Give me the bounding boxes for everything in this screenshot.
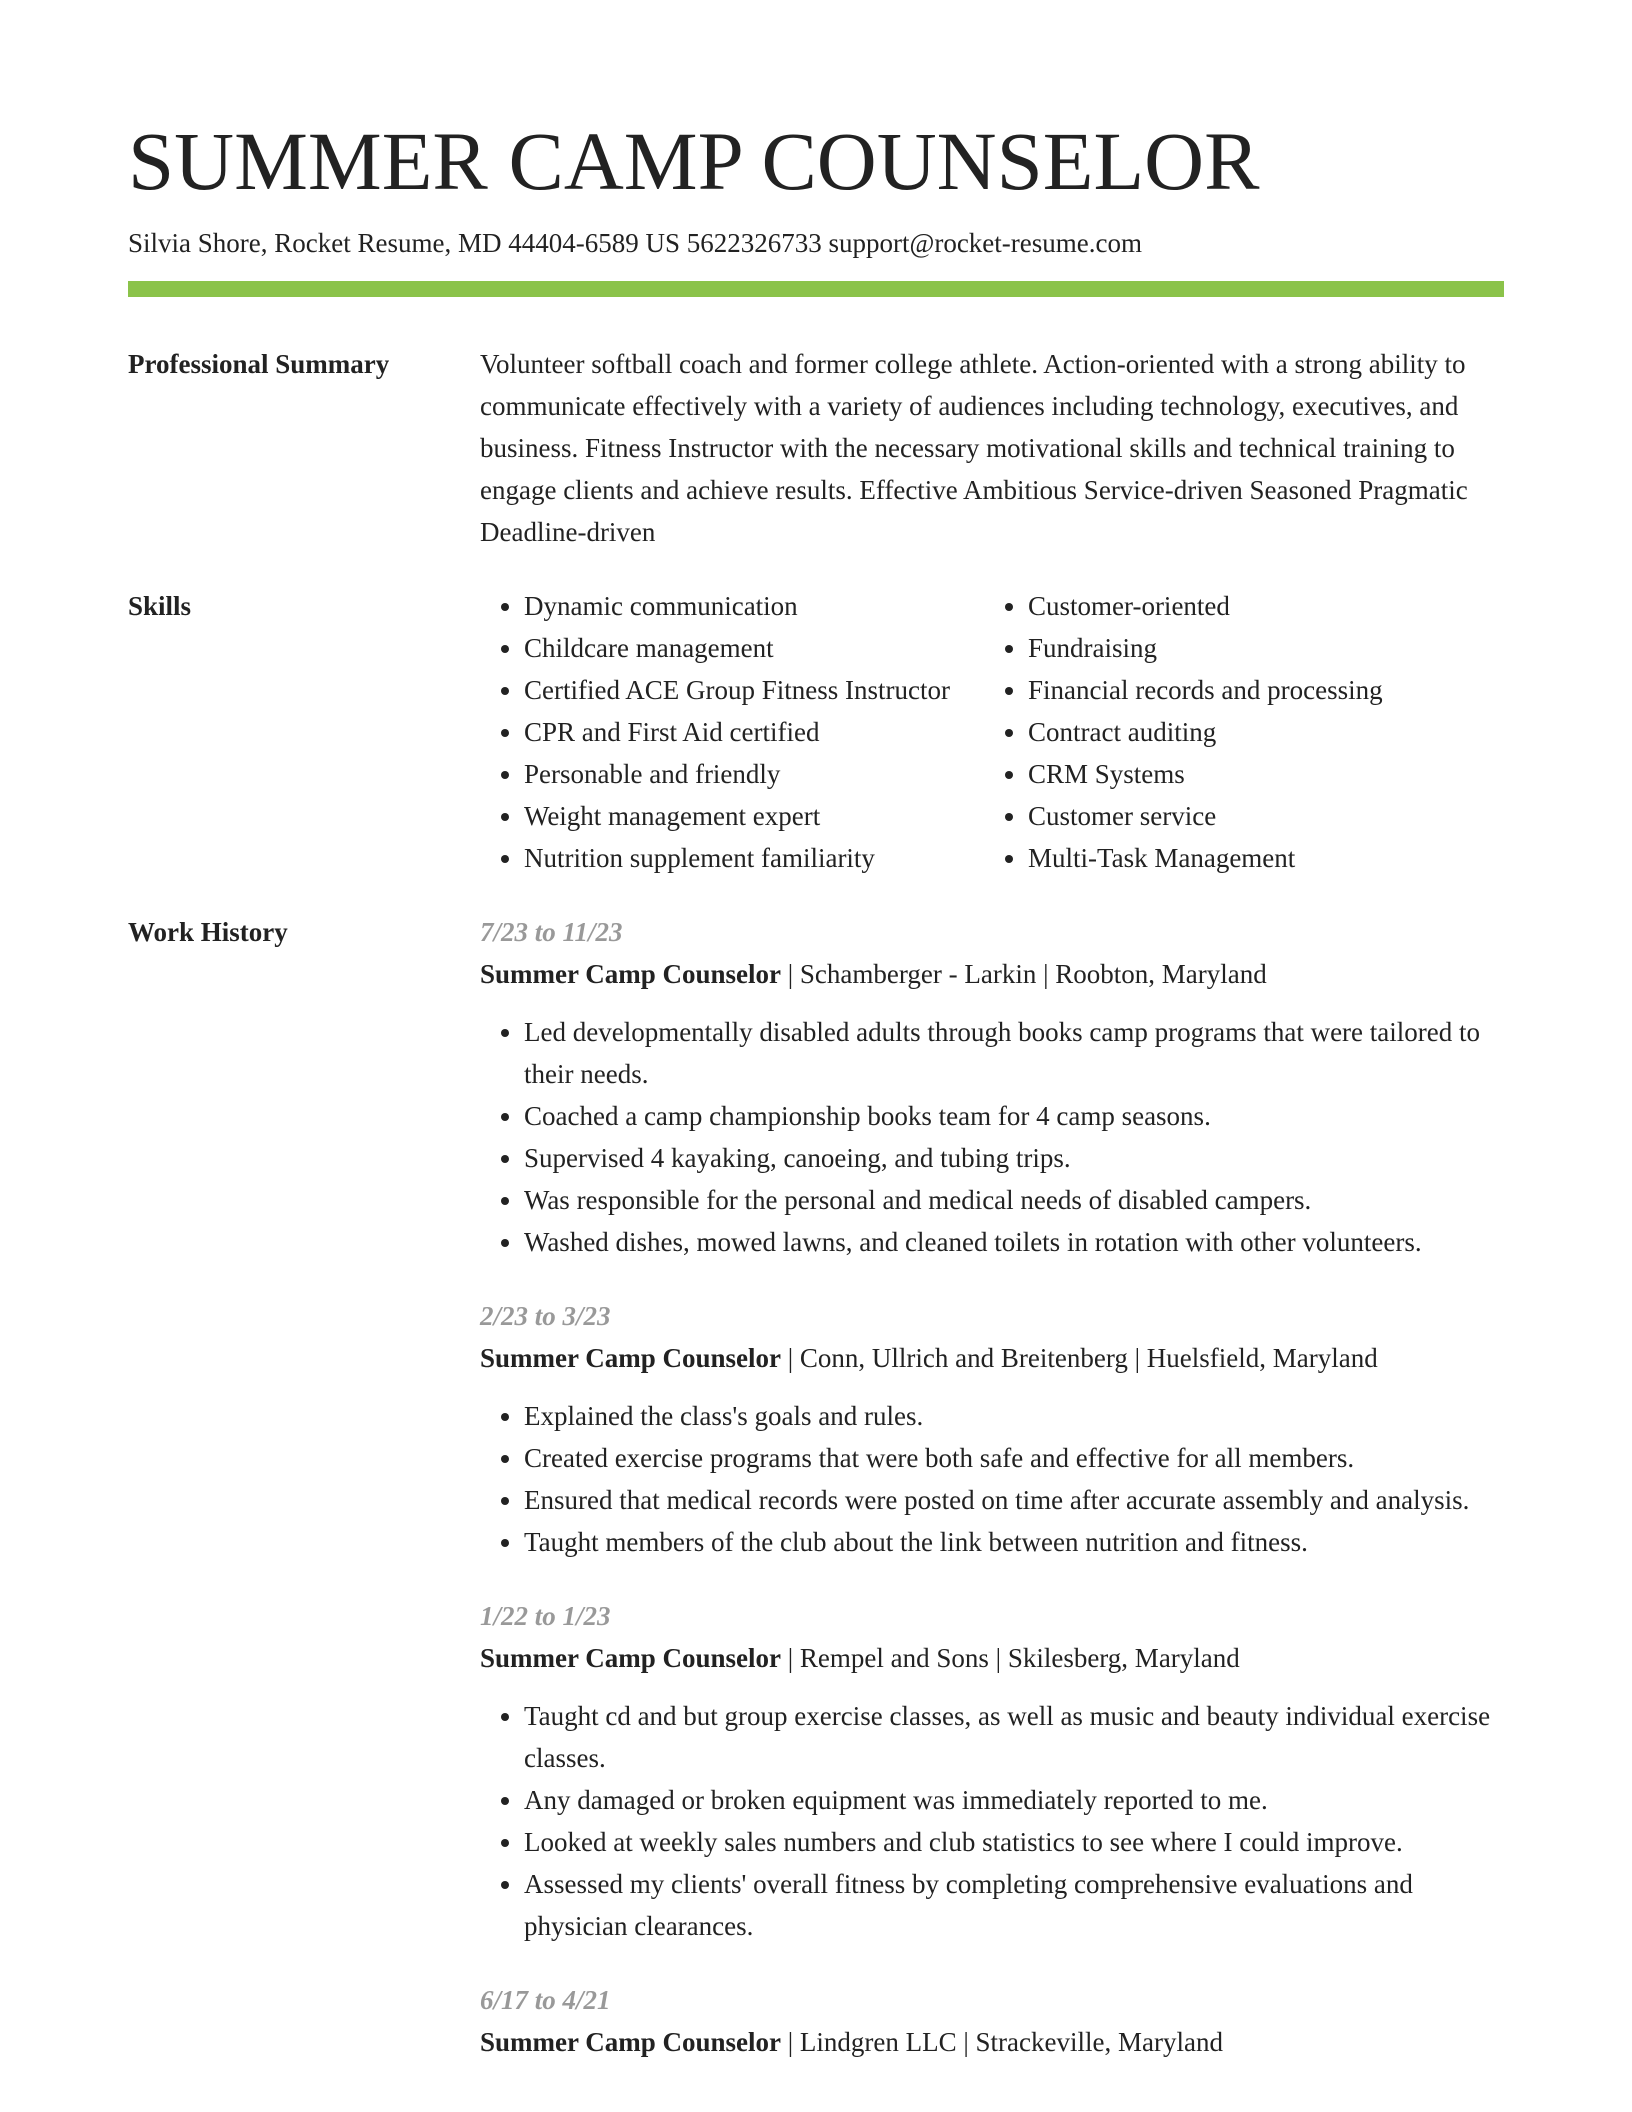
skill-item: • Dynamic communication <box>524 585 984 627</box>
job-heading <box>480 953 1504 995</box>
job-date: 2/23 to 3/23 <box>480 1301 611 1332</box>
job-bullet: • Washed dishes, mowed lawns, and cleaned toilets in rotation with other volunteers. <box>524 1221 1504 1263</box>
job-details: | Lindgren LLC | Strackeville, Maryland <box>781 2027 1223 2058</box>
job-heading <box>480 1337 1504 1379</box>
skill-item: • Contract auditing <box>1028 711 1488 753</box>
job-date: 1/22 to 1/23 <box>480 1601 611 1632</box>
job-bullet: • Ensured that medical records were posted on time after accurate assembly and analysis. <box>524 1479 1504 1521</box>
job-bullet: • Led developmentally disabled adults through books camp programs that were tailored to their needs. <box>524 1011 1504 1095</box>
skill-item: • Customer-oriented <box>1028 585 1488 627</box>
job-details: | Conn, Ullrich and Breitenberg | Huelsfield, Maryland <box>781 1343 1378 1374</box>
job-bullet: • Taught members of the club about the link between nutrition and fitness. <box>524 1521 1504 1563</box>
skills-body <box>480 585 1504 879</box>
summary-section <box>128 343 1504 553</box>
skill-item: • Customer service <box>1028 795 1488 837</box>
job-title: Summer Camp Counselor <box>480 959 782 990</box>
job-bullets <box>480 1395 1504 1563</box>
job-date: 6/17 to 4/21 <box>480 1985 611 2016</box>
skills-label: Skills <box>128 591 192 622</box>
job-bullet: • Supervised 4 kayaking, canoeing, and tubing trips. <box>524 1137 1504 1179</box>
summary-label: Professional Summary <box>128 349 390 380</box>
job-heading <box>480 1637 1504 1679</box>
skill-item: • Fundraising <box>1028 627 1488 669</box>
job-bullet: • Coached a camp championship books team for 4 camp seasons. <box>524 1095 1504 1137</box>
job-date: 7/23 to 11/23 <box>480 917 623 948</box>
job-bullet: • Any damaged or broken equipment was immediately reported to me. <box>524 1779 1504 1821</box>
job-title: Summer Camp Counselor <box>480 1643 782 1674</box>
job-title: Summer Camp Counselor <box>480 1343 782 1374</box>
skill-item: • Multi-Task Management <box>1028 837 1488 879</box>
contact-line: Silvia Shore, Rocket Resume, MD 44404-6589 US 5622326733 support@rocket-resume.com <box>128 228 1142 258</box>
job-bullet: • Created exercise programs that were both safe and effective for all members. <box>524 1437 1504 1479</box>
job-details: | Schamberger - Larkin | Roobton, Maryland <box>781 959 1267 990</box>
skill-item: • Nutrition supplement familiarity <box>524 837 984 879</box>
job-bullet: • Assessed my clients' overall fitness by completing comprehensive evaluations and physician clearances. <box>524 1863 1504 1947</box>
skills-section <box>128 585 1504 879</box>
header-divider <box>128 281 1504 297</box>
job-bullets <box>480 1695 1504 1947</box>
job-entry <box>480 1979 1504 2063</box>
job-bullet: • Was responsible for the personal and medical needs of disabled campers. <box>524 1179 1504 1221</box>
work-history-label: Work History <box>128 917 288 948</box>
resume-title: SUMMER CAMP COUNSELOR <box>128 115 1260 207</box>
skill-item: • CPR and First Aid certified <box>524 711 984 753</box>
work-history-body <box>480 911 1504 2095</box>
skills-column-1 <box>480 585 984 879</box>
job-details: | Rempel and Sons | Skilesberg, Maryland <box>781 1643 1240 1674</box>
skill-item: • Certified ACE Group Fitness Instructor <box>524 669 984 711</box>
job-entry <box>480 911 1504 1263</box>
skills-column-2 <box>984 585 1488 879</box>
skill-item: • CRM Systems <box>1028 753 1488 795</box>
skills-grid <box>480 585 1504 879</box>
job-bullets <box>480 1011 1504 1263</box>
skill-item: • Childcare management <box>524 627 984 669</box>
job-heading <box>480 2021 1504 2063</box>
summary-text: Volunteer softball coach and former college athlete. Action-oriented with a strong ability to communicate effectively with a variety of audiences including technology, executives, and business. Fitness Instructor with the necessary motivational skills and technical training to engage clients and achieve results. Effective Ambitious Service-driven Seasoned Pragmatic Deadline-driven <box>480 349 1468 548</box>
work-history-section <box>128 911 1504 2095</box>
job-title: Summer Camp Counselor <box>480 2027 782 2058</box>
job-entry <box>480 1595 1504 1947</box>
skill-item: • Financial records and processing <box>1028 669 1488 711</box>
job-bullet: • Taught cd and but group exercise classes, as well as music and beauty individual exercise classes. <box>524 1695 1504 1779</box>
skill-item: • Personable and friendly <box>524 753 984 795</box>
job-bullet: • Explained the class's goals and rules. <box>524 1395 1504 1437</box>
skill-item: • Weight management expert <box>524 795 984 837</box>
job-bullet: • Looked at weekly sales numbers and club statistics to see where I could improve. <box>524 1821 1504 1863</box>
job-entry <box>480 1295 1504 1563</box>
